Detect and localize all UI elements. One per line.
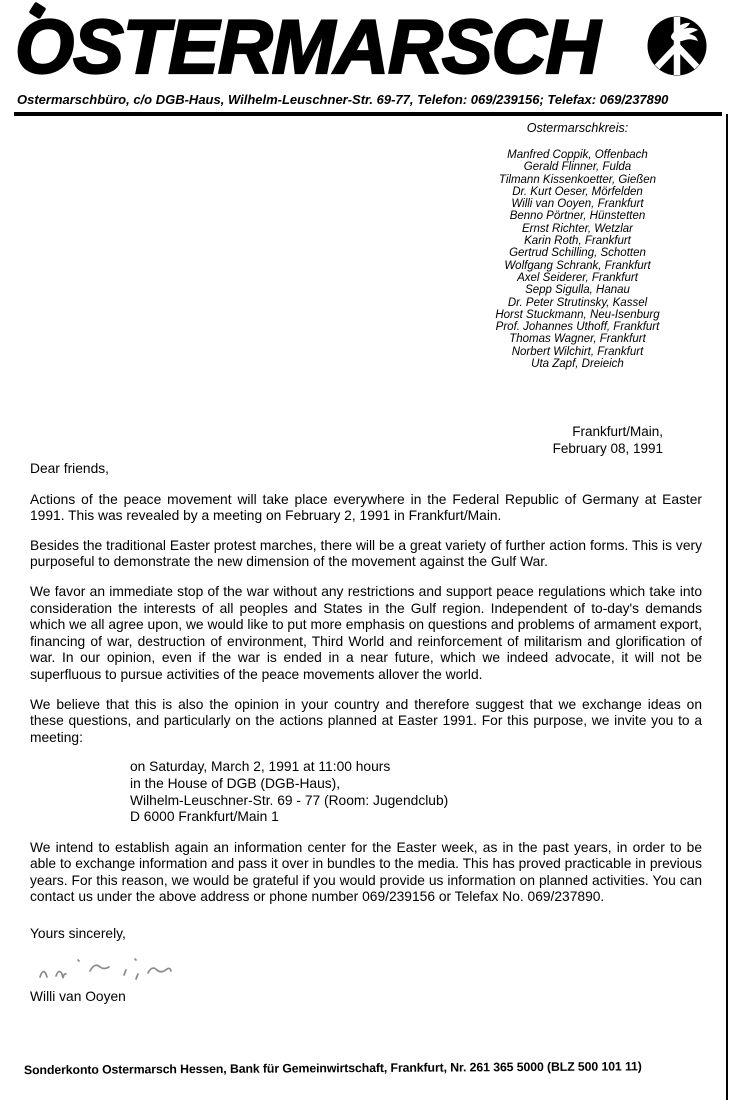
dateline-place: Frankfurt/Main, [572, 424, 663, 439]
signature-name: Willi van Ooyen [30, 988, 126, 1004]
committee-member: Willi van Ooyen, Frankfurt [511, 198, 644, 211]
committee-member: Norbert Wilchirt, Frankfurt [511, 345, 644, 358]
letterhead [0, 0, 730, 88]
body-paragraphs-after [30, 840, 702, 906]
meeting-details [130, 759, 702, 825]
footer-bank-line: Sonderkonto Ostermarsch Hessen, Bank für Gemeinwirtschaft, Frankfurt, Nr. 261 365 5000 (BLZ 500 101 11) [23, 1059, 642, 1078]
committee-member: Ernst Richter, Wetzlar [522, 222, 633, 235]
body-paragraph: Actions of the peace movement will take place everywhere in the Federal Republic of Germany at Easter 1991. This was revealed by a meeting on February 2, 1991 in Frankfurt/Main. [30, 491, 702, 524]
body-paragraph: We intend to establish again an information center for the Easter week, as in the past years, in order to be able to exchange information and pass it over in bundles to the media. This has proved practicable in previous years. For this reason, we would be grateful if you would provide us information on planned activities. You can contact us under the above address or phone number 069/239156 or Telefax No. 069/237890. [30, 839, 702, 905]
committee-list [430, 121, 725, 370]
committee-member: Thomas Wagner, Frankfurt [509, 333, 646, 346]
committee-member: Tilmann Kissenkoetter, Gießen [498, 173, 657, 186]
org-title: OSTERMARSCH [15, 5, 600, 90]
body-paragraphs [30, 492, 702, 747]
committee-member: Gertrud Schilling, Schotten [509, 247, 646, 260]
committee-member: Uta Zapf, Dreieich [531, 358, 624, 371]
committee-member: Horst Stuckmann, Neu-Isenburg [495, 308, 660, 321]
meeting-detail-line: on Saturday, March 2, 1991 at 11:00 hours [130, 759, 391, 775]
committee-member: Sepp Sigulla, Hanau [525, 284, 630, 297]
committee-member: Wolfgang Schrank, Frankfurt [504, 259, 651, 272]
handwritten-signature [32, 951, 202, 989]
meeting-detail-line: D 6000 Frankfurt/Main 1 [130, 809, 279, 825]
closing: Yours sincerely, [30, 926, 126, 942]
committee-members [430, 149, 725, 370]
committee-member: Benno Pörtner, Hünstetten [509, 210, 646, 223]
committee-member: Gerald Flinner, Fulda [523, 161, 632, 174]
committee-member: Dr. Peter Strutinsky, Kassel [507, 296, 648, 309]
letterhead-rule [14, 112, 722, 116]
meeting-detail-line: Wilhelm-Leuschner-Str. 69 - 77 (Room: Jugendclub) [130, 792, 449, 808]
salutation: Dear friends, [30, 461, 109, 476]
committee-heading: Ostermarschkreis: [526, 121, 629, 135]
committee-member: Karin Roth, Frankfurt [524, 235, 631, 248]
committee-member: Axel Seiderer, Frankfurt [517, 271, 638, 284]
scan-edge-line [726, 114, 728, 1100]
body-paragraph: Besides the traditional Easter protest marches, there will be a great variety of further action forms. This is very purposeful to demonstrate the new dimension of the movement against the Gulf War. [30, 537, 702, 570]
meeting-detail-line: in the House of DGB (DGB-Haus), [130, 775, 341, 791]
letter-body [30, 461, 702, 1005]
committee-member: Prof. Johannes Uthoff, Frankfurt [495, 321, 660, 334]
body-paragraph: We believe that this is also the opinion in your country and therefore suggest that we exchange ideas on these questions, and particularly on the actions planned at Easter 1991. For this purpose, we invite you to a meeting: [30, 696, 702, 745]
dateline-date: February 08, 1991 [552, 441, 663, 456]
body-paragraph: We favor an immediate stop of the war without any restrictions and support peace regulations which take into consideration the interests of all peoples and States in the Gulf region. Independent of to-day's demands which we all agree upon, we would like to put more emphasis on questions and problems of armament export, financing of war, destruction of environment, Third World and reinforcement of militarism and glorification of war. In our opinion, even if the war is ended in a near future, which we indeed advocate, it will not be superfluous to pursue activities of the peace movements allover the world. [30, 583, 702, 682]
peace-dove-icon [645, 13, 709, 77]
committee-member: Manfred Coppik, Offenbach [507, 149, 648, 161]
letterhead-address: Ostermarschbüro, c/o DGB-Haus, Wilhelm-Leuschner-Str. 69-77, Telefon: 069/239156; Telefax: 069/237890 [17, 92, 669, 107]
committee-member: Dr. Kurt Oeser, Mörfelden [512, 185, 643, 198]
dateline [553, 423, 663, 457]
